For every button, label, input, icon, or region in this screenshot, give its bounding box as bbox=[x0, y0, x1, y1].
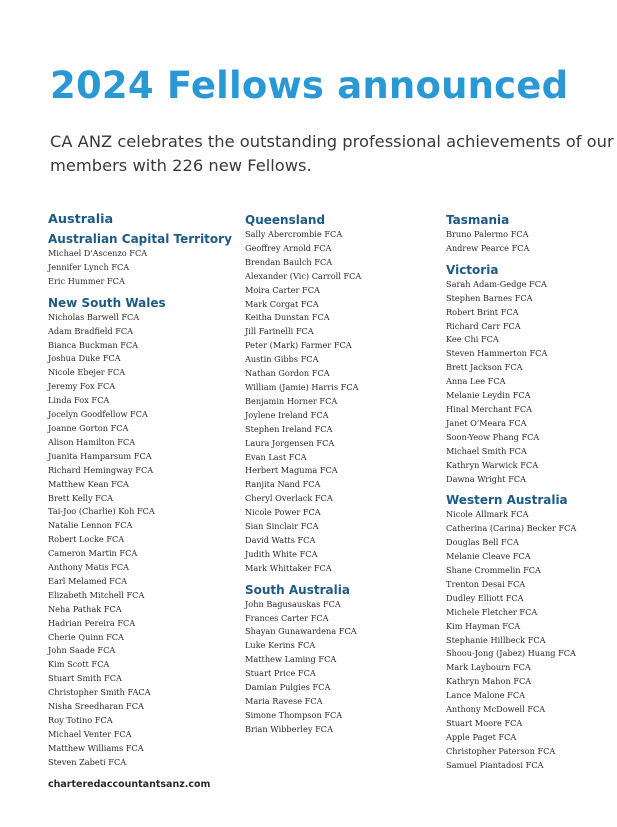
fellow-name: Kim Hayman FCA bbox=[446, 620, 521, 631]
fellow-name: Frances Carter FCA bbox=[245, 612, 329, 623]
fellow-name: Cherie Quinn FCA bbox=[48, 631, 124, 642]
column-2 bbox=[245, 212, 435, 737]
fellow-name: Alexander (Vic) Carroll FCA bbox=[245, 270, 362, 281]
fellow-name: Joanne Gorton FCA bbox=[48, 422, 129, 433]
fellow-name: John Bagusauskas FCA bbox=[245, 598, 341, 609]
fellow-name: Soon-Yeow Phang FCA bbox=[446, 431, 540, 442]
fellow-name: Juanita Hamparsum FCA bbox=[48, 450, 152, 461]
fellow-name: Alison Hamilton FCA bbox=[48, 436, 136, 447]
fellow-name: Hinal Merchant FCA bbox=[446, 403, 533, 414]
fellow-name: Simone Thompson FCA bbox=[245, 709, 343, 720]
fellow-name: Kathryn Mahon FCA bbox=[446, 676, 532, 687]
fellow-name: Anthony Matis FCA bbox=[48, 562, 130, 573]
fellow-name: John Saade FCA bbox=[48, 645, 116, 656]
fellow-name: Stuart Moore FCA bbox=[446, 718, 523, 728]
fellow-name: Douglas Bell FCA bbox=[446, 537, 519, 548]
fellow-name: Kathryn Warwick FCA bbox=[446, 459, 539, 470]
fellow-name: Maria Ravese FCA bbox=[245, 696, 323, 706]
fellow-name: Bruno Palermo FCA bbox=[446, 229, 529, 239]
fellow-name: Michael D'Ascenzo FCA bbox=[48, 248, 148, 258]
fellow-name: Michael Smith FCA bbox=[446, 445, 527, 456]
fellow-name: Mark Laybourn FCA bbox=[446, 662, 531, 673]
fellow-name: Stephen Barnes FCA bbox=[446, 292, 533, 303]
fellow-name: Apple Paget FCA bbox=[446, 731, 517, 742]
fellow-name: Michele Fletcher FCA bbox=[446, 606, 538, 617]
fellow-name: Peter (Mark) Farmer FCA bbox=[245, 340, 352, 351]
fellow-name: Matthew Laming FCA bbox=[245, 654, 337, 665]
fellow-name: Matthew Kean FCA bbox=[48, 478, 129, 489]
fellow-name: Jeremy Fox FCA bbox=[48, 381, 116, 392]
region-list bbox=[245, 212, 435, 737]
fellow-name: Matthew Williams FCA bbox=[48, 742, 144, 753]
fellow-name: Cheryl Overlack FCA bbox=[245, 493, 333, 504]
fellow-name: Joshua Duke FCA bbox=[48, 353, 121, 364]
fellow-name: Richard Carr FCA bbox=[446, 320, 521, 331]
fellow-name: Stephanie Hillbeck FCA bbox=[446, 634, 546, 645]
fellow-name: Natalie Lennon FCA bbox=[48, 520, 133, 531]
fellow-name: Brendan Baulch FCA bbox=[245, 256, 333, 267]
fellow-name: Melanie Leydin FCA bbox=[446, 390, 531, 401]
fellow-name: Shoou-Jong (Jabez) Huang FCA bbox=[446, 648, 576, 659]
fellow-name: Neha Pathak FCA bbox=[48, 603, 122, 614]
fellow-name: Geoffrey Arnold FCA bbox=[245, 242, 332, 253]
fellow-name: Jill Farinelli FCA bbox=[245, 326, 314, 337]
fellow-name: Roy Totino FCA bbox=[48, 715, 113, 725]
fellow-name: Keitha Dunstan FCA bbox=[245, 312, 330, 323]
column-1 bbox=[48, 212, 238, 770]
fellow-name: Steven Hammerton FCA bbox=[446, 348, 548, 359]
fellow-name: Eric Hummer FCA bbox=[48, 275, 125, 286]
region-heading: New South Wales bbox=[48, 295, 166, 310]
fellow-name: Michael Venter FCA bbox=[48, 728, 132, 739]
fellow-name: Nicole Power FCA bbox=[245, 507, 321, 518]
fellow-name: Damian Pulgies FCA bbox=[245, 682, 331, 693]
fellow-name: Earl Melamed FCA bbox=[48, 575, 128, 586]
fellow-name: William (Jamie) Harris FCA bbox=[245, 381, 359, 392]
website-link[interactable]: charteredaccountantsanz.com bbox=[48, 779, 211, 790]
fellow-name: Brian Wibberley FCA bbox=[245, 723, 333, 734]
fellow-name: Melanie Cleave FCA bbox=[446, 551, 531, 562]
fellow-name: Brett Jackson FCA bbox=[446, 362, 523, 373]
fellow-name: Trenton Desai FCA bbox=[446, 578, 526, 589]
country-heading: Australia bbox=[48, 212, 114, 227]
fellow-name: Kim Scott FCA bbox=[48, 659, 110, 670]
fellow-name: Nathan Gordon FCA bbox=[245, 368, 330, 379]
fellow-name: Stuart Price FCA bbox=[245, 668, 316, 679]
region-heading: Victoria bbox=[446, 262, 499, 277]
fellow-name: Andrew Pearce FCA bbox=[446, 242, 530, 253]
fellow-name: Shane Crommelin FCA bbox=[446, 565, 541, 576]
fellow-name: Mark Whittaker FCA bbox=[245, 562, 332, 573]
intro-text: CA ANZ celebrates the outstanding professional achievements of our members with 226 new Fellows. bbox=[50, 132, 614, 175]
fellow-name: Catherina (Carina) Becker FCA bbox=[446, 523, 577, 534]
fellow-name: Kee Chi FCA bbox=[446, 334, 499, 345]
fellow-name: Sally Abercrombie FCA bbox=[245, 229, 343, 239]
fellow-name: David Watts FCA bbox=[245, 534, 316, 545]
fellow-name: Jocelyn Goodfellow FCA bbox=[48, 409, 148, 420]
fellow-name: Linda Fox FCA bbox=[48, 395, 110, 406]
fellow-name: Austin Gibbs FCA bbox=[245, 354, 319, 365]
fellow-name: Evan Last FCA bbox=[245, 451, 307, 462]
fellow-name: Cameron Martin FCA bbox=[48, 548, 138, 559]
fellow-name: Sian Sinclair FCA bbox=[245, 521, 319, 532]
fellow-name: Moira Carter FCA bbox=[245, 284, 320, 295]
region-heading: South Australia bbox=[245, 582, 350, 597]
fellow-name: Tai-Joo (Charlie) Koh FCA bbox=[48, 506, 155, 517]
fellow-name: Herbert Maguma FCA bbox=[245, 465, 338, 476]
region-heading: Australian Capital Territory bbox=[48, 232, 232, 246]
fellow-name: Nicole Ebejer FCA bbox=[48, 367, 126, 378]
fellow-name: Lance Malone FCA bbox=[446, 690, 526, 701]
region-heading: Western Australia bbox=[446, 493, 568, 508]
fellow-name: Anna Lee FCA bbox=[446, 376, 506, 387]
fellow-name: Christopher Paterson FCA bbox=[446, 745, 556, 756]
fellow-name: Janet O'Meara FCA bbox=[446, 417, 527, 428]
fellow-name: Dudley Elliott FCA bbox=[446, 592, 524, 603]
fellow-name: Bianca Buckman FCA bbox=[48, 339, 139, 350]
fellow-name: Brett Kelly FCA bbox=[48, 492, 114, 503]
fellow-name: Sarah Adam-Gedge FCA bbox=[446, 278, 547, 289]
fellow-name: Christopher Smith FACA bbox=[48, 687, 151, 698]
fellow-name: Nicole Allmark FCA bbox=[446, 509, 529, 520]
fellow-name: Robert Brint FCA bbox=[446, 306, 519, 317]
fellow-name: Laura Jorgensen FCA bbox=[245, 437, 335, 448]
fellow-name: Shayan Gunawardena FCA bbox=[245, 626, 357, 637]
fellow-name: Stephen Ireland FCA bbox=[245, 423, 333, 434]
fellow-name: Anthony McDowell FCA bbox=[446, 704, 546, 715]
fellow-name: Ranjita Nand FCA bbox=[245, 479, 321, 490]
fellow-name: Nisha Sreedharan FCA bbox=[48, 701, 144, 712]
region-list bbox=[446, 212, 616, 773]
fellow-name: Adam Bradfield FCA bbox=[48, 325, 134, 336]
fellow-name: Dawna Wright FCA bbox=[446, 473, 527, 484]
region-heading: Tasmania bbox=[446, 213, 510, 227]
fellow-name: Benjamin Horner FCA bbox=[245, 395, 338, 406]
fellow-name: Nicholas Barwell FCA bbox=[48, 311, 140, 322]
fellow-name: Luke Kerins FCA bbox=[245, 640, 316, 651]
column-3 bbox=[446, 212, 616, 773]
fellow-name: Elizabeth Mitchell FCA bbox=[48, 589, 145, 600]
fellow-name: Samuel Piantadosi FCA bbox=[446, 759, 544, 770]
page-title: 2024 Fellows announced bbox=[50, 64, 569, 107]
fellow-name: Stuart Smith FCA bbox=[48, 673, 122, 684]
fellow-name: Steven Zabeti FCA bbox=[48, 756, 127, 767]
fellow-name: Joylene Ireland FCA bbox=[245, 409, 329, 420]
fellow-name: Hadrian Pereira FCA bbox=[48, 617, 136, 628]
fellow-name: Richard Hemingway FCA bbox=[48, 464, 154, 475]
fellow-name: Jennifer Lynch FCA bbox=[48, 261, 130, 272]
fellow-name: Robert Locke FCA bbox=[48, 534, 125, 545]
region-heading: Queensland bbox=[245, 213, 326, 227]
fellow-name: Mark Corgat FCA bbox=[245, 298, 319, 309]
fellow-name: Judith White FCA bbox=[245, 548, 318, 559]
region-list bbox=[48, 231, 238, 770]
